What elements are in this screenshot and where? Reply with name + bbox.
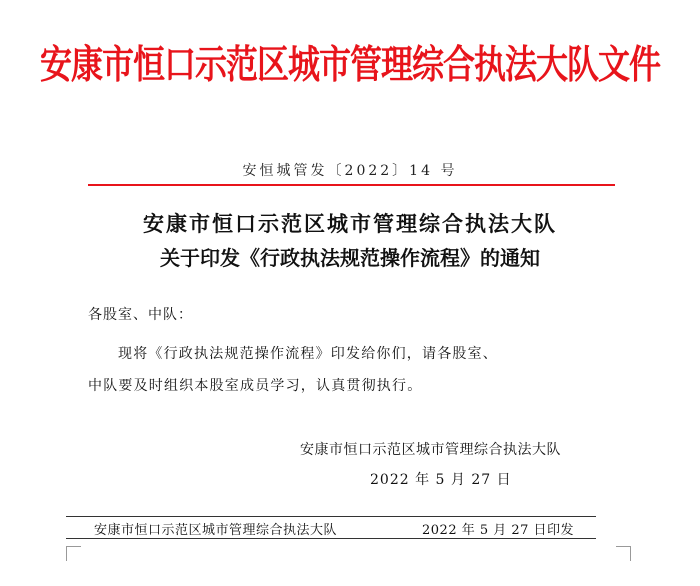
crop-mark-right [616,546,631,561]
notice-title-line1: 安康市恒口示范区城市管理综合执法大队 [143,211,557,236]
document-number: 安恒城管发〔2022〕14 号 [242,163,458,179]
signature-date: 2022 年 5 月 27 日 [370,472,512,488]
footer-bottom-rule [66,538,596,539]
crop-mark-left [66,546,81,561]
footer-top-rule [66,516,596,517]
salutation: 各股室、中队： [88,307,193,323]
footer-issuer: 安康市恒口示范区城市管理综合执法大队 [94,523,338,538]
body-paragraph-line2: 中队要及时组织本股室成员学习，认真贯彻执行。 [88,378,423,394]
red-separator-line [88,184,615,186]
red-header-title: 安康市恒口示范区城市管理综合执法大队文件 [39,41,660,88]
notice-title-line2: 关于印发《行政执法规范操作流程》的通知 [160,246,540,270]
signature-organization: 安康市恒口示范区城市管理综合执法大队 [300,442,561,458]
footer-issue-date: 2022 年 5 月 27 日印发 [422,523,575,538]
body-paragraph-line1: 现将《行政执法规范操作流程》印发给你们，请各股室、 [118,346,498,362]
